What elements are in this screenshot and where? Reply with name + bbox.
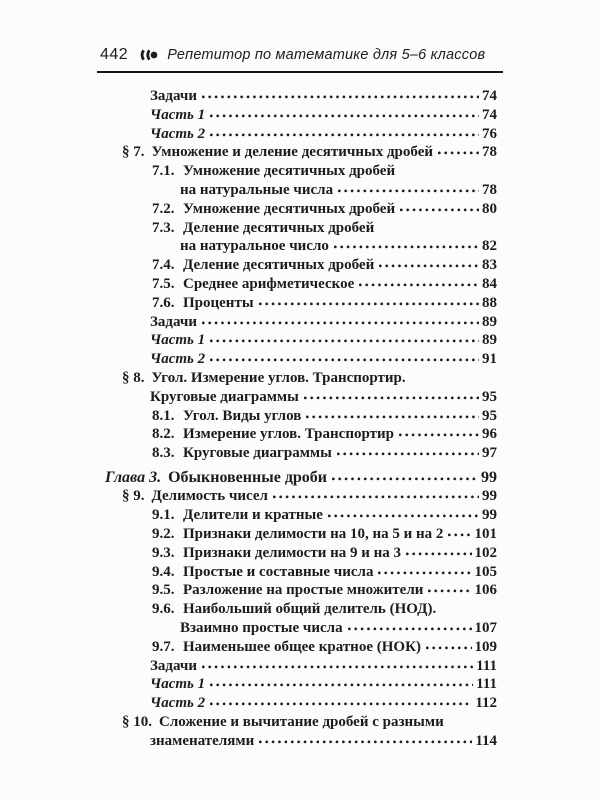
- entry-title: Часть 1: [150, 106, 206, 123]
- entry-number: 9.3.: [152, 544, 175, 561]
- toc-entry-line: [100, 714, 497, 733]
- entry-title: Часть 1: [150, 332, 206, 349]
- dot-leader: [338, 188, 479, 194]
- entry-page-number: 111: [476, 676, 497, 693]
- dot-leader: [337, 451, 479, 457]
- entry-title: Умножение и деление десятичных дробей: [151, 144, 434, 161]
- entry-title: Часть 1: [150, 676, 206, 693]
- entry-page-number: 109: [474, 638, 497, 655]
- dot-leader: [359, 282, 479, 288]
- toc-entry-line: [100, 257, 497, 276]
- dot-leader: [399, 432, 479, 438]
- toc-entry-line: [100, 126, 497, 145]
- entry-title-continued: на натуральные числа: [180, 181, 334, 198]
- entry-title-continued: на натуральное число: [180, 238, 329, 255]
- entry-title: Обыкновенные дроби: [168, 468, 328, 486]
- entry-title: Проценты: [183, 294, 254, 311]
- dot-leader: [273, 494, 479, 500]
- entry-title: Угол. Виды углов: [183, 407, 302, 424]
- header-rule: [97, 71, 503, 73]
- entry-page-number: 111: [476, 657, 497, 674]
- entry-title: Угол. Измерение углов. Транспортир.: [151, 369, 406, 386]
- entry-title: Делители и кратные: [183, 507, 323, 524]
- entry-number: 9.7.: [152, 638, 175, 655]
- entry-title: Часть 2: [150, 125, 206, 142]
- book-title: Репетитор по математике для 5–6 классов: [167, 47, 486, 63]
- entry-title: Часть 2: [150, 351, 206, 368]
- entry-title: Часть 2: [150, 695, 206, 712]
- toc-entry-line: [100, 676, 497, 695]
- dot-leader: [202, 94, 479, 100]
- toc-entry-line: [100, 507, 497, 526]
- entry-number: 7.4.: [152, 257, 175, 274]
- entry-number: 9.2.: [152, 526, 175, 543]
- toc-entry-line: [100, 107, 497, 126]
- entry-page-number: 95: [482, 388, 497, 405]
- entry-number: § 9.: [122, 488, 145, 505]
- dot-leader: [210, 682, 473, 688]
- toc-entry-line: [100, 238, 497, 257]
- dot-leader: [259, 739, 472, 745]
- double-crescent-bullet-icon: [137, 49, 158, 61]
- entry-page-number: 83: [482, 257, 497, 274]
- dot-leader: [332, 476, 478, 482]
- toc-entry-line: [100, 370, 497, 389]
- folio-page-number: 442: [100, 46, 129, 63]
- entry-title: Сложение и вычитание дробей с разными: [159, 714, 444, 730]
- toc-entry-line: [100, 526, 497, 545]
- entry-number: 9.5.: [152, 582, 175, 599]
- entry-page-number: 74: [482, 106, 497, 123]
- entry-page-number: 89: [482, 313, 497, 330]
- entry-title: Задачи: [150, 88, 198, 104]
- dot-leader: [210, 701, 472, 707]
- toc-entry-line: [100, 445, 497, 464]
- dot-leader: [210, 338, 479, 344]
- entry-page-number: 76: [482, 125, 497, 142]
- toc-entry-line: [100, 314, 497, 333]
- toc-entry-line: [100, 564, 497, 583]
- entry-page-number: 88: [482, 294, 497, 311]
- dot-leader: [210, 113, 479, 119]
- entry-page-number: 101: [474, 526, 497, 543]
- entry-page-number: 89: [482, 332, 497, 349]
- entry-page-number: 84: [482, 275, 497, 292]
- entry-page-number: 114: [475, 732, 497, 749]
- entry-page-number: 78: [482, 144, 497, 161]
- toc-list: [100, 88, 497, 752]
- dot-leader: [210, 132, 479, 138]
- dot-leader: [259, 301, 479, 307]
- entry-page-number: 107: [474, 620, 497, 637]
- dot-leader: [400, 207, 479, 213]
- toc-entry-line: [100, 220, 497, 239]
- toc-entry-line: [100, 163, 497, 182]
- dot-leader: [202, 320, 479, 326]
- dot-leader: [210, 357, 479, 363]
- entry-page-number: 95: [482, 407, 497, 424]
- entry-title: Делимость чисел: [151, 488, 268, 505]
- entry-number: 7.3.: [152, 219, 175, 236]
- dot-leader: [304, 395, 479, 401]
- entry-title: Наибольший общий делитель (НОД).: [183, 601, 437, 618]
- entry-title: Признаки делимости на 9 и на 3: [183, 544, 402, 561]
- toc-entry-line: [100, 620, 497, 639]
- dot-leader: [306, 414, 479, 420]
- entry-page-number: 99: [482, 507, 497, 524]
- entry-number: § 10.: [122, 714, 152, 730]
- entry-page-number: 112: [475, 695, 497, 712]
- toc-entry-line: [100, 144, 497, 163]
- entry-title: Наименьшее общее кратное (НОК): [183, 638, 421, 655]
- toc-entry-line: [100, 351, 497, 370]
- entry-title: Признаки делимости на 10, на 5 и на 2: [183, 526, 444, 543]
- entry-title: Разложение на простые множители: [183, 582, 424, 599]
- entry-page-number: 106: [474, 582, 497, 599]
- entry-number: 8.2.: [152, 426, 175, 443]
- entry-page-number: 74: [482, 88, 497, 104]
- entry-number: § 8.: [122, 369, 145, 386]
- toc-entry-line: [100, 182, 497, 201]
- entry-number: 7.1.: [152, 163, 175, 180]
- entry-number: Глава 3.: [105, 468, 162, 486]
- entry-number: § 7.: [122, 144, 145, 161]
- entry-title: Задачи: [150, 313, 198, 330]
- dot-leader: [378, 570, 471, 576]
- toc-entry-line: [100, 201, 497, 220]
- entry-title: Деление десятичных дробей: [183, 219, 375, 236]
- toc-entry-line: [100, 658, 497, 677]
- toc-entry-line: [100, 88, 497, 107]
- entry-page-number: 97: [482, 445, 497, 462]
- entry-number: 7.5.: [152, 275, 175, 292]
- toc-entry-line: [100, 601, 497, 620]
- dot-leader: [448, 532, 471, 538]
- entry-page-number: 105: [474, 563, 497, 580]
- toc-entry-line: [100, 276, 497, 295]
- toc-entry-line: [100, 469, 497, 489]
- toc-entry-line: [100, 545, 497, 564]
- toc-entry-line: [100, 332, 497, 351]
- entry-page-number: 99: [482, 488, 497, 505]
- entry-title-continued: знаменателями: [150, 732, 255, 749]
- dot-leader: [438, 150, 479, 156]
- toc-entry-line: [100, 639, 497, 658]
- toc-entry-line: [100, 389, 497, 408]
- toc-entry-line: [100, 295, 497, 314]
- entry-page-number: 91: [482, 351, 497, 368]
- entry-number: 9.6.: [152, 601, 175, 618]
- toc-entry-line: [100, 733, 497, 752]
- entry-number: 7.2.: [152, 200, 175, 217]
- entry-number: 8.1.: [152, 407, 175, 424]
- entry-page-number: 96: [482, 426, 497, 443]
- toc-entry-line: [100, 695, 497, 714]
- dot-leader: [328, 513, 479, 519]
- entry-title: Измерение углов. Транспортир: [183, 426, 394, 443]
- entry-title: Задачи: [150, 657, 198, 674]
- entry-title: Простые и составные числа: [183, 563, 374, 580]
- entry-title-continued: Круговые диаграммы: [150, 388, 299, 405]
- toc-entry-line: [100, 582, 497, 601]
- entry-number: 9.1.: [152, 507, 175, 524]
- dot-leader: [428, 588, 471, 594]
- entry-title: Умножение десятичных дробей: [183, 200, 396, 217]
- toc-entry-line: [100, 488, 497, 507]
- dot-leader: [334, 244, 479, 250]
- toc-entry-line: [100, 426, 497, 445]
- entry-page-number: 80: [482, 200, 497, 217]
- entry-page-number: 82: [482, 238, 497, 255]
- running-head: [100, 46, 500, 64]
- entry-page-number: 102: [474, 544, 497, 561]
- dot-leader: [202, 664, 473, 670]
- entry-number: 7.6.: [152, 294, 175, 311]
- entry-number: 8.3.: [152, 445, 175, 462]
- toc-entry-line: [100, 408, 497, 427]
- entry-title: Круговые диаграммы: [183, 445, 332, 462]
- entry-number: 9.4.: [152, 563, 175, 580]
- entry-title-continued: Взаимно простые числа: [180, 620, 343, 637]
- dot-leader: [426, 645, 472, 651]
- entry-title: Деление десятичных дробей: [183, 257, 375, 274]
- entry-title: Умножение десятичных дробей: [183, 163, 396, 180]
- dot-leader: [348, 626, 472, 632]
- dot-leader: [406, 551, 471, 557]
- entry-title: Среднее арифметическое: [183, 275, 355, 292]
- entry-page-number: 78: [482, 181, 497, 198]
- entry-page-number: 99: [481, 468, 497, 486]
- dot-leader: [379, 263, 479, 269]
